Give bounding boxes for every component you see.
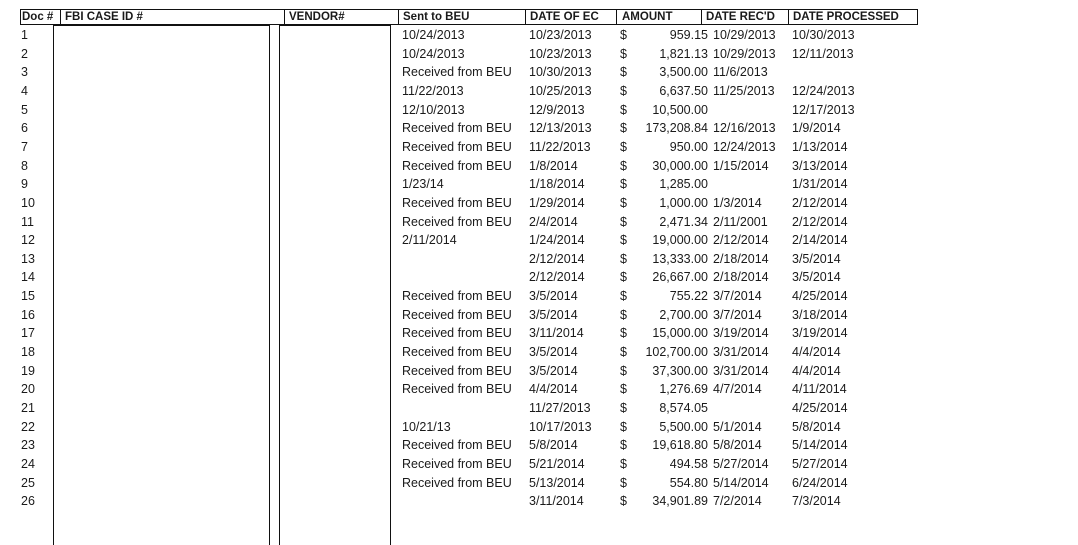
currency-symbol: $ [620,419,627,434]
expense-log-sheet [20,9,920,529]
doc-number-cell: 14 [21,270,35,285]
date-of-ec-cell: 11/22/2013 [529,139,591,154]
currency-symbol: $ [620,102,627,117]
sent-to-beu-cell: Received from BEU [402,438,512,453]
doc-number-cell: 26 [21,494,35,509]
date-of-ec-cell: 10/23/2013 [529,46,592,61]
date-processed-cell: 4/25/2014 [792,401,848,415]
date-processed-cell: 12/11/2013 [792,46,854,61]
currency-symbol: $ [620,475,627,490]
date-of-ec-cell: 3/5/2014 [529,307,578,322]
currency-symbol: $ [620,401,627,415]
doc-number-cell: 23 [21,438,35,453]
doc-number-cell: 8 [21,158,28,173]
currency-symbol: $ [620,307,627,322]
amount-cell: 102,700.00 [645,345,708,360]
table-row [20,194,920,212]
doc-number-cell: 22 [21,419,35,434]
column-divider [398,9,399,25]
currency-symbol: $ [620,438,627,453]
header-case-id: FBI CASE ID # [65,11,143,23]
sent-to-beu-cell: Received from BEU [402,289,512,304]
table-row [20,474,920,492]
date-recd-cell: 12/16/2013 [713,121,776,136]
date-processed-cell: 3/18/2014 [792,307,848,322]
date-recd-cell: 2/12/2014 [713,233,769,248]
table-row [20,268,920,286]
currency-symbol: $ [620,289,627,304]
sent-to-beu-cell: Received from BEU [402,475,512,490]
amount-cell: 2,471.34 [659,214,708,229]
column-divider [60,9,61,25]
doc-number-cell: 20 [21,382,35,397]
date-processed-cell: 10/30/2013 [792,28,855,42]
amount-cell: 30,000.00 [652,158,708,173]
date-of-ec-cell: 10/30/2013 [529,65,592,80]
date-processed-cell: 5/8/2014 [792,419,841,434]
amount-cell: 26,667.00 [652,270,708,285]
date-processed-cell: 4/11/2014 [792,382,847,397]
currency-symbol: $ [620,214,627,229]
table-row [20,343,920,361]
date-recd-cell: 5/1/2014 [713,419,762,434]
currency-symbol: $ [620,456,627,471]
date-processed-cell: 2/12/2014 [792,214,848,229]
date-of-ec-cell: 2/12/2014 [529,251,585,266]
currency-symbol: $ [620,382,627,397]
amount-cell: 494.58 [669,456,708,471]
date-of-ec-cell: 5/8/2014 [529,438,578,453]
date-processed-cell: 5/27/2014 [792,456,848,471]
amount-cell: 959.15 [669,28,708,42]
date-of-ec-cell: 12/9/2013 [529,102,585,117]
amount-cell: 554.80 [669,475,708,490]
date-recd-cell: 4/7/2014 [713,382,762,397]
table-row [20,287,920,305]
currency-symbol: $ [620,494,627,509]
date-of-ec-cell: 3/11/2014 [529,326,584,341]
date-of-ec-cell: 2/4/2014 [529,214,578,229]
date-recd-cell: 5/27/2014 [713,456,769,471]
doc-number-cell: 3 [21,65,28,80]
sent-to-beu-cell: Received from BEU [402,307,512,322]
doc-number-cell: 17 [21,326,35,341]
date-processed-cell: 3/5/2014 [792,251,841,266]
column-divider [284,9,285,25]
doc-number-cell: 12 [21,233,35,248]
date-recd-cell: 10/29/2013 [713,46,776,61]
date-processed-cell: 7/3/2014 [792,494,841,509]
doc-number-cell: 7 [21,139,28,154]
amount-cell: 2,700.00 [659,307,708,322]
date-recd-cell: 1/15/2014 [713,158,769,173]
table-row [20,455,920,473]
amount-cell: 950.00 [669,139,708,154]
date-of-ec-cell: 10/17/2013 [529,419,592,434]
table-row [20,231,920,249]
currency-symbol: $ [620,326,627,341]
doc-number-cell: 1 [21,28,28,42]
date-recd-cell: 2/18/2014 [713,251,769,266]
sent-to-beu-cell: 12/10/2013 [402,102,465,117]
doc-number-cell: 15 [21,289,35,304]
doc-number-cell: 18 [21,345,35,360]
date-processed-cell: 6/24/2014 [792,475,848,490]
date-recd-cell: 2/18/2014 [713,270,769,285]
date-recd-cell: 5/8/2014 [713,438,762,453]
amount-cell: 15,000.00 [652,326,708,341]
sent-to-beu-cell: 11/22/2013 [402,83,464,98]
date-of-ec-cell: 3/5/2014 [529,289,578,304]
date-of-ec-cell: 12/13/2013 [529,121,592,136]
table-row [20,157,920,175]
date-processed-cell: 2/12/2014 [792,195,848,210]
date-processed-cell: 2/14/2014 [792,233,848,248]
sent-to-beu-cell: Received from BEU [402,139,512,154]
table-row [20,492,920,510]
doc-number-cell: 25 [21,475,35,490]
currency-symbol: $ [620,46,627,61]
date-processed-cell: 12/24/2013 [792,83,855,98]
table-row [20,63,920,81]
sent-to-beu-cell: Received from BEU [402,345,512,360]
sent-to-beu-cell: Received from BEU [402,363,512,378]
date-of-ec-cell: 10/25/2013 [529,83,592,98]
date-of-ec-cell: 3/5/2014 [529,345,578,360]
amount-cell: 3,500.00 [659,65,708,80]
sent-to-beu-cell: Received from BEU [402,214,512,229]
table-row [20,418,920,436]
table-row [20,399,920,417]
date-processed-cell: 3/19/2014 [792,326,848,341]
currency-symbol: $ [620,345,627,360]
date-of-ec-cell: 3/5/2014 [529,363,578,378]
doc-number-cell: 21 [21,401,35,415]
date-recd-cell: 11/6/2013 [713,65,768,80]
amount-cell: 1,821.13 [659,46,708,61]
amount-cell: 10,500.00 [652,102,708,117]
amount-cell: 6,637.50 [659,83,708,98]
date-recd-cell: 3/31/2014 [713,345,769,360]
doc-number-cell: 13 [21,251,35,266]
currency-symbol: $ [620,233,627,248]
date-of-ec-cell: 2/12/2014 [529,270,585,285]
table-row [20,436,920,454]
table-row [20,380,920,398]
date-processed-cell: 3/5/2014 [792,270,841,285]
sent-to-beu-cell: 1/23/14 [402,177,444,192]
table-row [20,119,920,137]
table-row [20,101,920,119]
doc-number-cell: 19 [21,363,35,378]
date-processed-cell: 1/31/2014 [792,177,848,192]
table-row [20,138,920,156]
table-row [20,250,920,268]
date-processed-cell: 12/17/2013 [792,102,855,117]
currency-symbol: $ [620,28,627,42]
date-recd-cell: 3/19/2014 [713,326,769,341]
currency-symbol: $ [620,177,627,192]
sent-to-beu-cell: 10/24/2013 [402,28,465,42]
table-row [20,26,920,44]
date-of-ec-cell: 5/21/2014 [529,456,585,471]
currency-symbol: $ [620,65,627,80]
doc-number-cell: 16 [21,307,35,322]
amount-cell: 755.22 [669,289,708,304]
date-of-ec-cell: 5/13/2014 [529,475,585,490]
sent-to-beu-cell: Received from BEU [402,456,512,471]
date-of-ec-cell: 1/24/2014 [529,233,585,248]
date-processed-cell: 5/14/2014 [792,438,848,453]
table-row [20,45,920,63]
date-of-ec-cell: 1/29/2014 [529,195,585,210]
date-processed-cell: 4/4/2014 [792,345,841,360]
sent-to-beu-cell: Received from BEU [402,195,512,210]
header-doc: Doc # [22,11,54,23]
date-of-ec-cell: 3/11/2014 [529,494,584,509]
date-recd-cell: 11/25/2013 [713,83,775,98]
amount-cell: 1,276.69 [659,382,708,397]
sent-to-beu-cell: 10/24/2013 [402,46,465,61]
currency-symbol: $ [620,270,627,285]
sent-to-beu-cell: Received from BEU [402,65,512,80]
doc-number-cell: 5 [21,102,28,117]
amount-cell: 13,333.00 [652,251,708,266]
date-processed-cell: 1/9/2014 [792,121,841,136]
doc-number-cell: 24 [21,456,35,471]
sent-to-beu-cell: Received from BEU [402,326,512,341]
table-header-row [20,9,918,25]
sent-to-beu-cell: 2/11/2014 [402,233,457,248]
header-vendor: VENDOR# [289,11,345,23]
sent-to-beu-cell: Received from BEU [402,382,512,397]
date-processed-cell: 4/4/2014 [792,363,841,378]
currency-symbol: $ [620,121,627,136]
sent-to-beu-cell: 10/21/13 [402,419,451,434]
currency-symbol: $ [620,139,627,154]
date-of-ec-cell: 4/4/2014 [529,382,578,397]
column-divider [701,9,702,25]
table-row [20,175,920,193]
header-date-processed: DATE PROCESSED [793,11,899,23]
table-row [20,82,920,100]
sent-to-beu-cell: Received from BEU [402,121,512,136]
date-recd-cell: 12/24/2013 [713,139,776,154]
doc-number-cell: 2 [21,46,28,61]
table-row [20,362,920,380]
sent-to-beu-cell: Received from BEU [402,158,512,173]
table-row [20,324,920,342]
date-recd-cell: 1/3/2014 [713,195,762,210]
date-processed-cell: 1/13/2014 [792,139,848,154]
table-row [20,213,920,231]
doc-number-cell: 4 [21,83,28,98]
amount-cell: 37,300.00 [652,363,708,378]
date-of-ec-cell: 10/23/2013 [529,28,592,42]
amount-cell: 19,618.80 [652,438,708,453]
amount-cell: 173,208.84 [645,121,708,136]
header-sent-to-beu: Sent to BEU [403,11,470,23]
table-row [20,306,920,324]
date-recd-cell: 3/7/2014 [713,307,762,322]
date-of-ec-cell: 11/27/2013 [529,401,591,415]
column-divider [525,9,526,25]
column-divider [788,9,789,25]
date-recd-cell: 10/29/2013 [713,28,776,42]
date-processed-cell: 3/13/2014 [792,158,848,173]
header-amount: AMOUNT [622,11,673,23]
date-of-ec-cell: 1/8/2014 [529,158,578,173]
date-recd-cell: 2/11/2001 [713,214,768,229]
date-recd-cell: 7/2/2014 [713,494,762,509]
amount-cell: 5,500.00 [659,419,708,434]
currency-symbol: $ [620,83,627,98]
doc-number-cell: 11 [21,214,34,229]
currency-symbol: $ [620,158,627,173]
amount-cell: 1,285.00 [659,177,708,192]
column-divider [616,9,617,25]
currency-symbol: $ [620,195,627,210]
doc-number-cell: 6 [21,121,28,136]
currency-symbol: $ [620,363,627,378]
header-date-recd: DATE REC'D [706,11,775,23]
amount-cell: 34,901.89 [652,494,708,509]
amount-cell: 1,000.00 [659,195,708,210]
currency-symbol: $ [620,251,627,266]
amount-cell: 19,000.00 [652,233,708,248]
doc-number-cell: 9 [21,177,28,192]
amount-cell: 8,574.05 [659,401,708,415]
date-recd-cell: 3/7/2014 [713,289,762,304]
header-date-of-ec: DATE OF EC [530,11,599,23]
date-of-ec-cell: 1/18/2014 [529,177,585,192]
date-processed-cell: 4/25/2014 [792,289,848,304]
doc-number-cell: 10 [21,195,35,210]
date-recd-cell: 5/14/2014 [713,475,769,490]
date-recd-cell: 3/31/2014 [713,363,769,378]
